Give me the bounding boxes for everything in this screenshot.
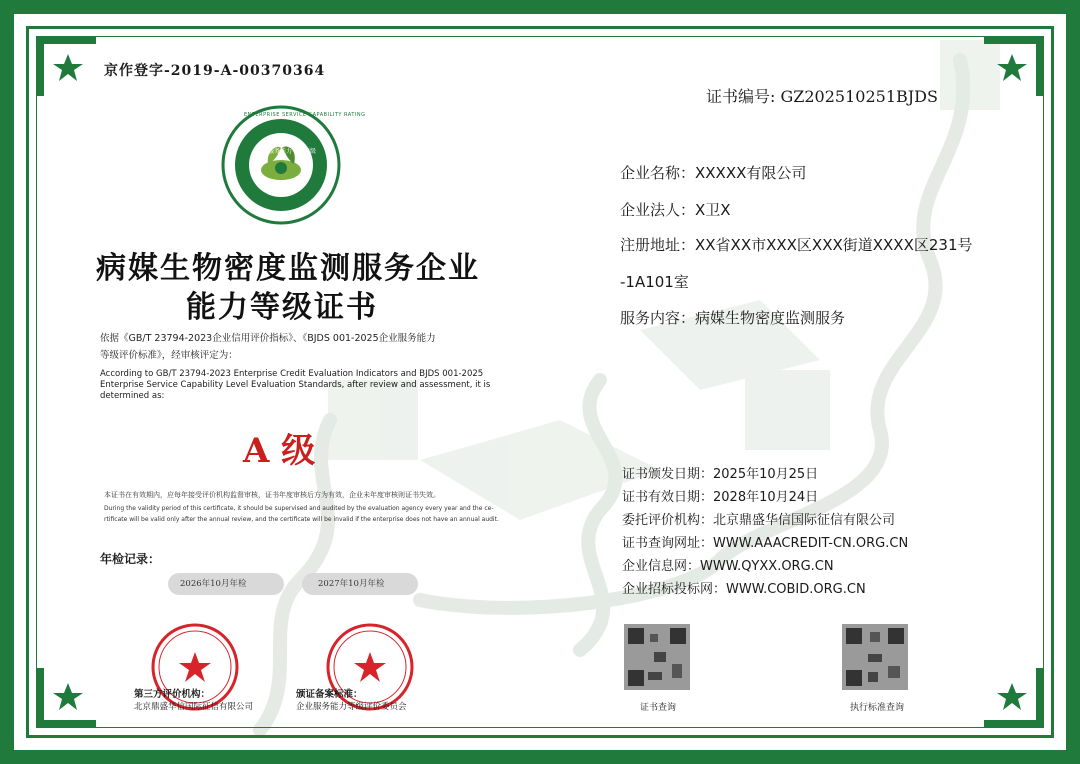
corner-star-icon: [974, 658, 1044, 728]
validity-note-en-line2: rtificate will be valid only after the annual review, and the certificate will be invalid if the enterprise does not have an annual audit.: [104, 516, 499, 523]
entrusted-agency: 委托评价机构：北京鼎盛华信国际征信有限公司: [622, 513, 896, 528]
validity-note-cn: 本证书在有效期内，应每年接受评价机构监督审核，证书年度审核后方为有效，企业未年度审核则证书失效。: [104, 491, 440, 499]
certificate-title-line1: 病媒生物密度监测服务企业: [96, 251, 480, 286]
basis-en-line1: According to GB/T 23794-2023 Enterprise Credit Evaluation Indicators and BJDS 001-2025: [100, 369, 484, 379]
corner-star-icon: [36, 36, 106, 106]
rating-emblem-icon: [220, 104, 342, 226]
certificate-query-qr-icon: [624, 624, 690, 690]
basis-cn-line2: 等级评价标准》，经审核评定为：: [100, 350, 238, 361]
valid-until-date: 证书有效日期：2028年10月24日: [622, 490, 819, 505]
validity-note-en-line1: During the validity period of this certificate, it should be supervised and audited by the evaluation agency every year and the ce-: [104, 505, 494, 512]
evaluator-label: 第三方评价机构：: [134, 689, 211, 700]
issuer-name: 企业服务能力等级评价委员会: [296, 702, 407, 712]
grade-level: A 级: [243, 431, 316, 471]
annual-check-entry: 2026年10月年检: [180, 579, 247, 589]
registration-number: 京作登字-2019-A-00370364: [104, 63, 326, 79]
qr-caption-certificate-query: 证书查询: [640, 703, 677, 713]
corner-star-icon: [36, 658, 106, 728]
corner-star-icon: [974, 36, 1044, 106]
basis-en-line3: determined as:: [100, 391, 165, 401]
certificate-query-site: 证书查询网址：WWW.AAACREDIT-CN.ORG.CN: [622, 536, 909, 551]
issuer-label: 颁证备案标准：: [296, 689, 363, 700]
bidding-site: 企业招标投标网：WWW.COBID.ORG.CN: [622, 582, 866, 597]
issue-date: 证书颁发日期：2025年10月25日: [622, 467, 819, 482]
company-name: 企业名称：XXXXX有限公司: [620, 164, 807, 182]
registered-address-line1: 注册地址：XX省XX市XXX区XXX街道XXXX区231号: [620, 236, 973, 254]
legal-representative: 企业法人：X卫X: [620, 201, 731, 219]
annual-check-entry: 2027年10月年检: [318, 579, 385, 589]
emblem-inner-text: 企业服务能力等级评级: [256, 148, 317, 155]
certificate-number: 证书编号: GZ202510251BJDS: [706, 87, 938, 106]
certificate-title-line2: 能力等级证书: [186, 290, 378, 325]
evaluator-name: 北京鼎盛华信国际征信有限公司: [134, 702, 254, 712]
emblem-ring-text: ENTERPRISE SERVICE CAPABILITY RATING: [244, 112, 366, 118]
standard-query-qr-icon: [842, 624, 908, 690]
service-scope: 服务内容：病媒生物密度监测服务: [620, 309, 846, 327]
enterprise-info-site: 企业信息网：WWW.QYXX.ORG.CN: [622, 559, 834, 574]
qr-caption-standard-query: 执行标准查询: [850, 703, 905, 713]
registered-address-line2: -1A101室: [620, 273, 689, 291]
basis-cn-line1: 依据《GB/T 23794-2023企业信用评价指标》、《BJDS 001-2025企业服务能力: [100, 333, 436, 344]
basis-en-line2: Enterprise Service Capability Level Evaluation Standards, after review and assessment, it is: [100, 380, 491, 390]
annual-check-label: 年检记录：: [100, 552, 161, 566]
